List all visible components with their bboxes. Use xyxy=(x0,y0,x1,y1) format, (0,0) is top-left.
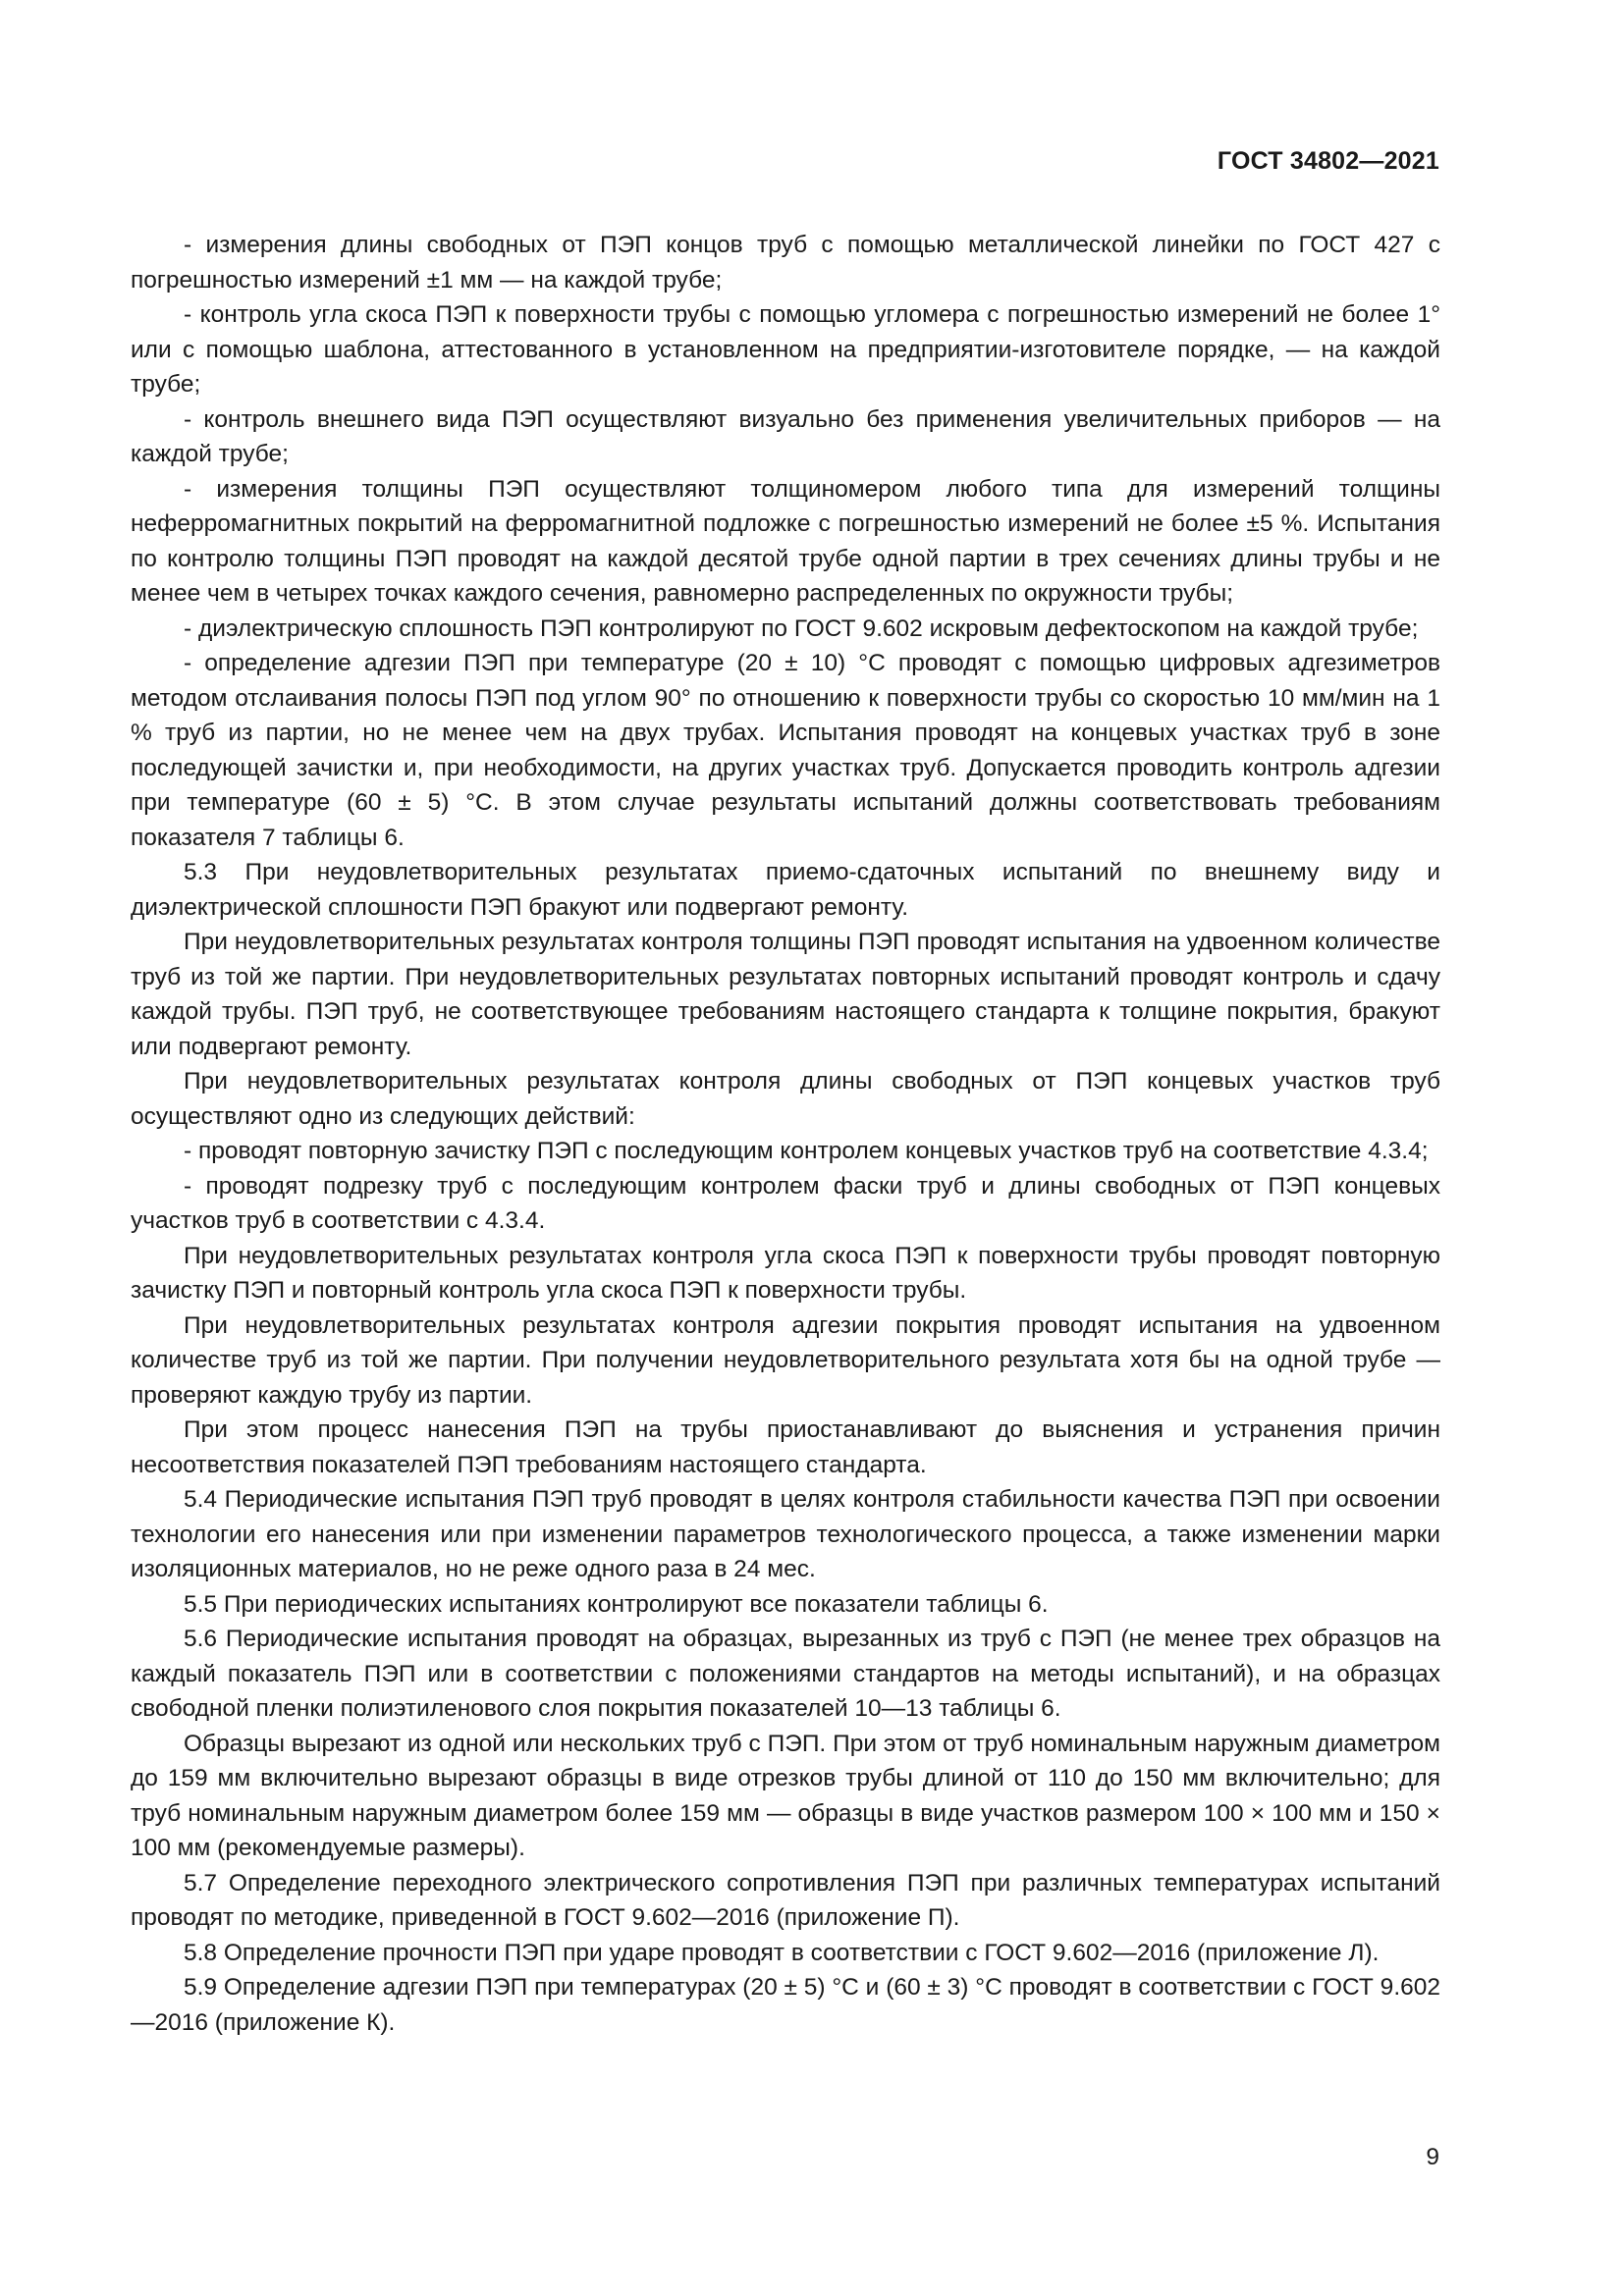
paragraph: 5.8 Определение прочности ПЭП при ударе проводят в соответствии с ГОСТ 9.602—2016 (приложение Л). xyxy=(184,1939,1380,1966)
paragraph: - определение адгезии ПЭП при температуре (20 ± 10) °С проводят с помощью цифровых адгезиметров методом отслаивания полосы ПЭП под углом 90° по отношению к поверхности трубы со скоростью 10 мм/мин на 1 % труб из партии, но не менее чем на двух трубах. Испытания проводят на концевых участках труб в зоне последующей зачистки и, при необходимости, на других участках труб. Допускается проводить контроль адгезии при температуре (60 ± 5) °С. В этом случае результаты испытаний должны соответствовать требованиям показателя 7 таблицы 6. xyxy=(131,650,1440,851)
paragraph: - измерения толщины ПЭП осуществляют толщиномером любого типа для измерений толщины неферромагнитных покрытий на ферромагнитной подложке с погрешностью измерений не более ±5 %. Испытания по контролю толщины ПЭП проводят на каждой десятой трубе одной партии в трех сечениях длины трубы и не менее чем в четырех точках каждого сечения, равномерно распределенных по окружности трубы; xyxy=(131,475,1440,607)
paragraph: При этом процесс нанесения ПЭП на трубы приостанавливают до выяснения и устранения причин несоответствия показателей ПЭП требованиям настоящего стандарта. xyxy=(131,1416,1440,1478)
paragraph: При неудовлетворительных результатах контроля угла скоса ПЭП к поверхности трубы проводят повторную зачистку ПЭП и повторный контроль угла скоса ПЭП к поверхности трубы. xyxy=(131,1242,1440,1304)
paragraph: 5.3 При неудовлетворительных результатах приемо-сдаточных испытаний по внешнему виду и диэлектрической сплошности ПЭП бракуют или подвергают ремонту. xyxy=(131,859,1440,921)
document-body xyxy=(131,228,1440,2040)
paragraph: При неудовлетворительных результатах контроля длины свободных от ПЭП концевых участков труб осуществляют одно из следующих действий: xyxy=(131,1068,1440,1130)
paragraph: - проводят подрезку труб с последующим контролем фаски труб и длины свободных от ПЭП концевых участков труб в соответствии с 4.3.4. xyxy=(131,1172,1440,1234)
paragraph: 5.6 Периодические испытания проводят на образцах, вырезанных из труб с ПЭП (не менее трех образцов на каждый показатель ПЭП или в соответствии с положениями стандартов на методы испытаний), и на образцах свободной пленки полиэтиленового слоя покрытия показателей 10—13 таблицы 6. xyxy=(131,1626,1440,1722)
paragraph: Образцы вырезают из одной или нескольких труб с ПЭП. При этом от труб номинальным наружным диаметром до 159 мм включительно вырезают образцы в виде отрезков трубы длиной от 110 до 150 мм включительно; для труб номинальным наружным диаметром более 159 мм — образцы в виде участков размером 100 × 100 мм и 150 × 100 мм (рекомендуемые размеры). xyxy=(131,1730,1440,1861)
paragraph: 5.4 Периодические испытания ПЭП труб проводят в целях контроля стабильности качества ПЭП при освоении технологии его нанесения или при изменении параметров технологического процесса, а также изменении марки изоляционных материалов, но не реже одного раза в 24 мес. xyxy=(131,1486,1440,1582)
paragraph: - диэлектрическую сплошность ПЭП контролируют по ГОСТ 9.602 искровым дефектоскопом на каждой трубе; xyxy=(184,614,1419,642)
paragraph: - контроль внешнего вида ПЭП осуществляют визуально без применения увеличительных приборов — на каждой трубе; xyxy=(131,405,1440,467)
paragraph: - измерения длины свободных от ПЭП концов труб с помощью металлической линейки по ГОСТ 427 с погрешностью измерений ±1 мм — на каждой трубе; xyxy=(131,232,1440,294)
paragraph: - контроль угла скоса ПЭП к поверхности трубы с помощью угломера с погрешностью измерений не более 1° или с помощью шаблона, аттестованного в установленном на предприятии-изготовителе порядке, — на каждой трубе; xyxy=(131,301,1440,398)
paragraph: 5.9 Определение адгезии ПЭП при температурах (20 ± 5) °С и (60 ± 3) °С проводят в соответствии с ГОСТ 9.602—2016 (приложение К). xyxy=(131,1974,1440,2036)
document-code: ГОСТ 34802—2021 xyxy=(1217,147,1439,175)
paragraph: 5.7 Определение переходного электрического сопротивления ПЭП при различных температурах испытаний проводят по методике, приведенной в ГОСТ 9.602—2016 (приложение П). xyxy=(131,1869,1440,1931)
paragraph: - проводят повторную зачистку ПЭП с последующим контролем концевых участков труб на соответствие 4.3.4; xyxy=(184,1138,1429,1164)
page-number: 9 xyxy=(1426,2144,1439,2170)
paragraph: При неудовлетворительных результатах контроля толщины ПЭП проводят испытания на удвоенном количестве труб из той же партии. При неудовлетворительных результатах повторных испытаний проводят контроль и сдачу каждой трубы. ПЭП труб, не соответствующее требованиям настоящего стандарта к толщине покрытия, бракуют или подвергают ремонту. xyxy=(131,929,1440,1060)
paragraph: 5.5 При периодических испытаниях контролируют все показатели таблицы 6. xyxy=(184,1590,1049,1618)
paragraph: При неудовлетворительных результатах контроля адгезии покрытия проводят испытания на удвоенном количестве труб из той же партии. При получении неудовлетворительного результата хотя бы на одной трубе — проверяют каждую трубу из партии. xyxy=(131,1311,1440,1409)
